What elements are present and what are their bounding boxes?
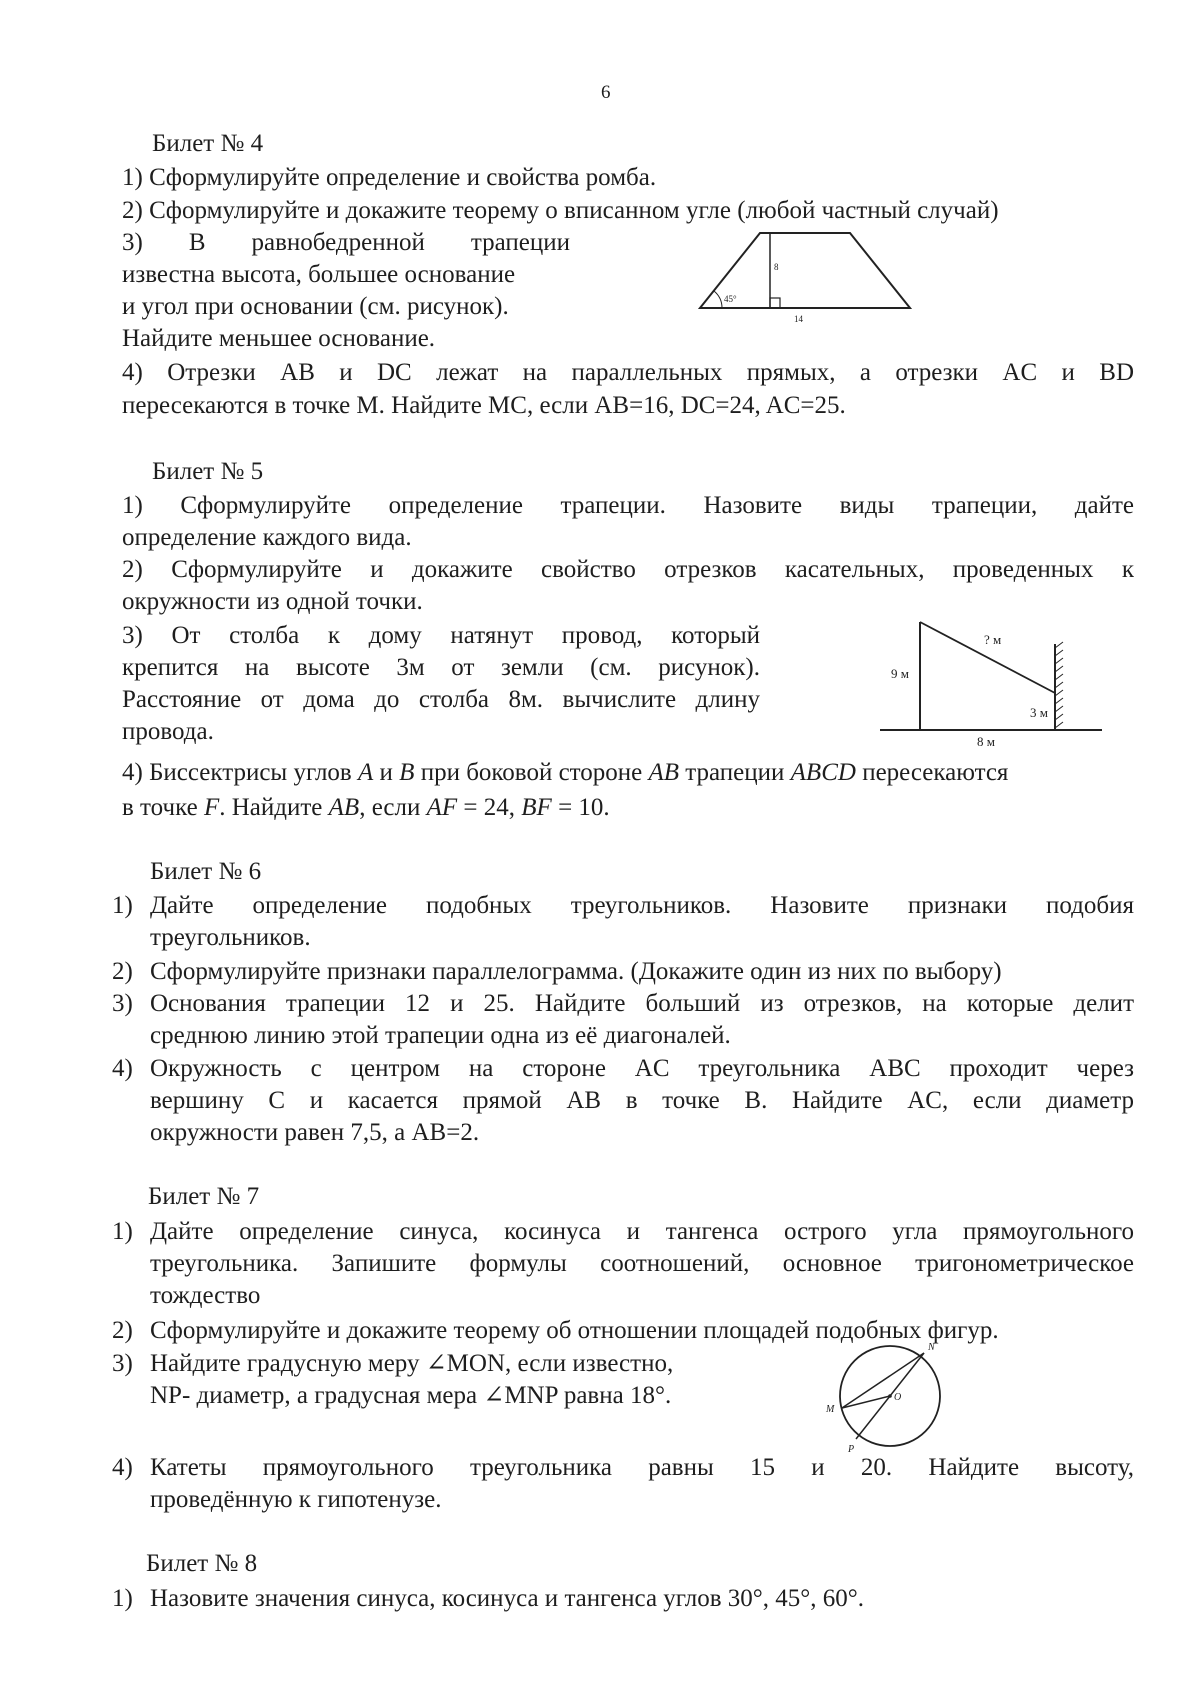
- question-number: 1): [112, 892, 133, 919]
- question-number: 3): [112, 990, 133, 1017]
- pole-wire-figure: [872, 612, 1122, 760]
- question-3-line: провода.: [122, 718, 214, 745]
- distance-label: 8 м: [977, 734, 995, 749]
- ticket-title: Билет № 4: [152, 130, 264, 157]
- page-number: 6: [601, 82, 611, 103]
- question-3-line: известна высота, большее основание: [122, 261, 516, 288]
- question-1: 1) Сформулируйте определение и свойства ромба.: [122, 164, 657, 191]
- question-3-line: 3) В равнобедренной трапеции: [122, 229, 570, 256]
- question-1-line: треугольников.: [150, 924, 311, 951]
- question-number: 4): [112, 1454, 133, 1481]
- question-1-line: тождество: [150, 1282, 261, 1309]
- question-3-line: Найдите меньшее основание.: [122, 325, 436, 352]
- question-1-line: Дайте определение подобных треугольников. Назовите признаки подобия: [150, 892, 1134, 919]
- question-3-line: Найдите градусную меру ∠MON, если известно,: [150, 1350, 674, 1377]
- ticket-title: Билет № 7: [148, 1183, 260, 1210]
- question-2: 2) Сформулируйте и докажите теорему о вписанном угле (любой частный случай): [122, 197, 999, 224]
- question-3-line: 3) От столба к дому натянут провод, который: [122, 622, 760, 649]
- question-3-line: крепится на высоте 3м от земли (см. рисунок).: [122, 654, 760, 681]
- point-p-label: P: [848, 1444, 855, 1455]
- question-4-line: 4) Биссектрисы углов A и B при боковой стороне AB трапеции ABCD пересекаются: [122, 759, 1009, 786]
- question-1: Назовите значения синуса, косинуса и тангенса углов 30°, 45°, 60°.: [150, 1585, 865, 1612]
- question-3-line: NP- диаметр, а градусная мера ∠MNP равна 18°.: [150, 1382, 672, 1409]
- question-4-line: окружности равен 7,5, а AB=2.: [150, 1119, 480, 1146]
- question-4-line: Катеты прямоугольного треугольника равны 15 и 20. Найдите высоту,: [150, 1454, 1134, 1481]
- question-3-line: среднюю линию этой трапеции одна из её диагоналей.: [150, 1022, 731, 1049]
- pole-label: 9 м: [891, 666, 909, 681]
- point-m-label: M: [826, 1404, 835, 1415]
- point-n-label: N: [928, 1342, 935, 1353]
- question-3-line: и угол при основании (см. рисунок).: [122, 293, 509, 320]
- trapezoid-figure: [690, 228, 920, 328]
- circle-figure: [818, 1338, 958, 1458]
- question-1-line: треугольника. Запишите формулы соотношений, основное тригонометрическое: [150, 1250, 1134, 1277]
- question-1-line: Дайте определение синуса, косинуса и тангенса острого угла прямоугольного: [150, 1218, 1134, 1245]
- question-2-line: 2) Сформулируйте и докажите свойство отрезков касательных, проведенных к: [122, 556, 1134, 583]
- question-1-line: 1) Сформулируйте определение трапеции. Назовите виды трапеции, дайте: [122, 492, 1134, 519]
- question-3-line: Основания трапеции 12 и 25. Найдите больший из отрезков, на которые делит: [150, 990, 1134, 1017]
- question-4-line: в точке F. Найдите AB, если AF = 24, BF = 10.: [122, 794, 610, 821]
- wire-label: ? м: [984, 632, 1002, 647]
- question-4-line: 4) Отрезки AB и DC лежат на параллельных прямых, а отрезки AC и BD: [122, 359, 1134, 386]
- question-number: 1): [112, 1218, 133, 1245]
- question-number: 2): [112, 958, 133, 985]
- ticket-title: Билет № 5: [152, 458, 264, 485]
- question-3-line: Расстояние от дома до столба 8м. вычислите длину: [122, 686, 760, 713]
- question-number: 3): [112, 1350, 133, 1377]
- ticket-title: Билет № 8: [146, 1550, 258, 1577]
- ticket-title: Билет № 6: [150, 858, 262, 885]
- question-1-line: определение каждого вида.: [122, 524, 412, 551]
- question-4-line: пересекаются в точке М. Найдите МС, если AB=16, DC=24, AC=25.: [122, 392, 846, 419]
- base-label: 14: [794, 314, 803, 324]
- angle-label: 45°: [724, 294, 737, 304]
- question-number: 2): [112, 1317, 133, 1344]
- point-o-label: O: [894, 1392, 902, 1403]
- question-4-line: вершину C и касается прямой AB в точке B. Найдите AC, если диаметр: [150, 1087, 1134, 1114]
- height-label: 8: [774, 262, 779, 272]
- question-4-line: Окружность с центром на стороне AC треугольника ABC проходит через: [150, 1055, 1134, 1082]
- house-height-label: 3 м: [1030, 705, 1048, 720]
- question-2: Сформулируйте признаки параллелограмма. (Докажите один из них по выбору): [150, 958, 1002, 985]
- question-number: 1): [112, 1585, 133, 1612]
- question-4-line: проведённую к гипотенузе.: [150, 1486, 442, 1513]
- question-2-line: окружности из одной точки.: [122, 588, 423, 615]
- question-2: Сформулируйте и докажите теорему об отношении площадей подобных фигур.: [150, 1317, 999, 1344]
- question-number: 4): [112, 1055, 133, 1082]
